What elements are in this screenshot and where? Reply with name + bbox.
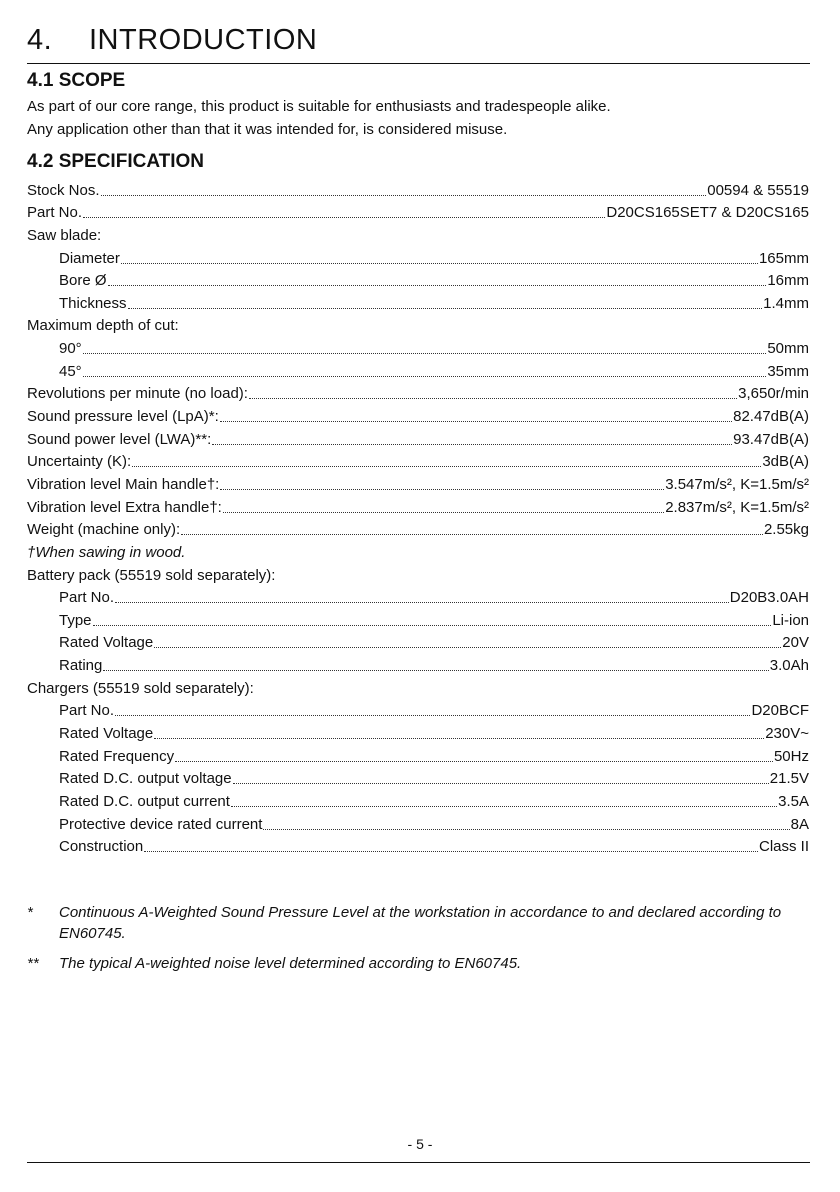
spec-row [27,539,809,562]
dot-leader [115,702,750,717]
spec-value: 3.547m/s², K=1.5m/s² [665,475,809,493]
dot-leader [181,521,763,536]
dot-leader [121,250,758,265]
spec-value: 50mm [767,340,809,358]
footnote-marker: * [27,904,33,921]
spec-value: 20V [782,634,809,652]
footnote [27,953,809,974]
spec-label: Sound power level (LWA)**: [27,430,212,448]
spec-row [27,698,809,721]
spec-label: Rated Frequency [59,747,175,765]
spec-value: 3.0Ah [769,657,809,675]
dot-leader [233,770,769,785]
spec-row [27,471,809,494]
dot-leader [108,272,767,287]
spec-row [27,177,809,200]
section-title: INTRODUCTION [89,24,318,56]
dot-leader [220,408,732,423]
dot-leader [83,363,767,378]
spec-row [27,290,809,313]
specification-list [27,177,809,856]
spec-row [27,381,809,404]
spec-label: Sound pressure level (LpA)*: [27,408,219,426]
dot-leader [231,793,777,808]
dot-leader [223,499,664,514]
spec-row [27,222,809,245]
spec-row [27,494,809,517]
spec-label: Rated Voltage [59,634,154,652]
spec-row [27,585,809,608]
heading-rule [27,63,810,64]
spec-row [27,335,809,358]
spec-row [27,834,809,857]
dot-leader [263,816,789,831]
spec-value: D20BCF [751,702,809,720]
spec-row [27,607,809,630]
dot-leader [154,725,764,740]
spec-label: Rated D.C. output current [59,792,230,810]
spec-label: Rated D.C. output voltage [59,770,232,788]
spec-label: Rated Voltage [59,725,154,743]
spec-label: Rating [59,657,103,675]
spec-value: 165mm [758,249,809,267]
dot-leader [249,385,737,400]
spec-value: 3,650r/min [738,385,809,403]
spec-value: 82.47dB(A) [733,408,809,426]
spec-value: 16mm [767,272,809,290]
spec-label: Maximum depth of cut: [27,317,179,335]
spec-label: Vibration level Main handle†: [27,475,220,493]
spec-label: Type [59,611,92,629]
dot-leader [103,657,768,672]
spec-row [27,652,809,675]
dot-leader [154,634,781,649]
spec-label: 45° [59,362,82,380]
spec-row [27,403,809,426]
dot-leader [93,612,772,627]
footnote-marker: ** [27,955,39,972]
spec-value: 35mm [767,362,809,380]
spec-row [27,630,809,653]
footer-rule [27,1162,810,1163]
spec-row [27,426,809,449]
spec-value: 2.55kg [763,521,809,539]
spec-value: 50Hz [773,747,809,765]
dot-leader [132,453,761,468]
scope-line-1: As part of our core range, this product is suitable for enthusiasts and tradespeople alike. [27,98,611,115]
spec-value: 8A [790,815,809,833]
spec-label: Battery pack (55519 sold separately): [27,566,276,584]
dot-leader [175,748,773,763]
spec-label: Construction [59,838,144,856]
spec-value: Li-ion [772,611,809,629]
dot-leader [115,589,729,604]
spec-value: D20CS165SET7 & D20CS165 [606,204,809,222]
spec-label: Weight (machine only): [27,521,181,539]
dot-leader [212,431,732,446]
spec-value: Class II [758,838,809,856]
spec-row [27,562,809,585]
spec-label: Part No. [59,702,115,720]
spec-label: 90° [59,340,82,358]
spec-label: Part No. [27,204,83,222]
spec-value: 2.837m/s², K=1.5m/s² [665,498,809,516]
spec-value: 3.5A [778,792,809,810]
spec-label: Stock Nos. [27,181,100,199]
spec-label: Vibration level Extra handle†: [27,498,222,516]
spec-value: 3dB(A) [762,453,809,471]
footnote-text: The typical A-weighted noise level determined according to EN60745. [59,955,522,972]
footnote-text: Continuous A-Weighted Sound Pressure Level at the workstation in accordance to and declared according to EN60745. [59,904,782,942]
spec-row [27,675,809,698]
dot-leader [220,476,664,491]
page-number: - 5 - [407,1136,433,1152]
spec-row [27,268,809,291]
spec-value: 1.4mm [763,294,809,312]
spec-row [27,743,809,766]
spec-label: †When sawing in wood. [27,543,186,561]
dot-leader [83,340,767,355]
spec-label: Diameter [59,249,120,267]
spec-label: Thickness [59,294,127,312]
spec-value: 21.5V [769,770,809,788]
spec-label: Uncertainty (K): [27,453,132,471]
spec-row [27,811,809,834]
spec-row [27,720,809,743]
spec-label: Chargers (55519 sold separately): [27,679,254,697]
footnote [27,902,809,944]
spec-label: Revolutions per minute (no load): [27,385,248,403]
spec-label: Protective device rated current [59,815,263,833]
scope-line-2: Any application other than that it was intended for, is considered misuse. [27,121,508,138]
spec-row [27,788,809,811]
spec-value: D20B3.0AH [729,589,809,607]
section-heading [27,24,317,57]
spec-value: 00594 & 55519 [707,181,809,199]
spec-value: 230V~ [765,725,809,743]
spec-row [27,200,809,223]
spec-row [27,358,809,381]
spec-label: Saw blade: [27,226,102,244]
section-number: 4. [27,24,53,56]
spec-label: Bore Ø [59,272,107,290]
dot-leader [144,838,758,853]
spec-row [27,449,809,472]
dot-leader [128,295,763,310]
spec-label: Part No. [59,589,115,607]
spec-row [27,766,809,789]
scope-heading: 4.1 SCOPE [27,70,126,91]
spec-row [27,313,809,336]
dot-leader [101,182,707,197]
footnotes [27,902,809,983]
specification-heading: 4.2 SPECIFICATION [27,151,205,172]
spec-row [27,517,809,540]
spec-value: 93.47dB(A) [733,430,809,448]
spec-row [27,245,809,268]
dot-leader [83,204,605,219]
